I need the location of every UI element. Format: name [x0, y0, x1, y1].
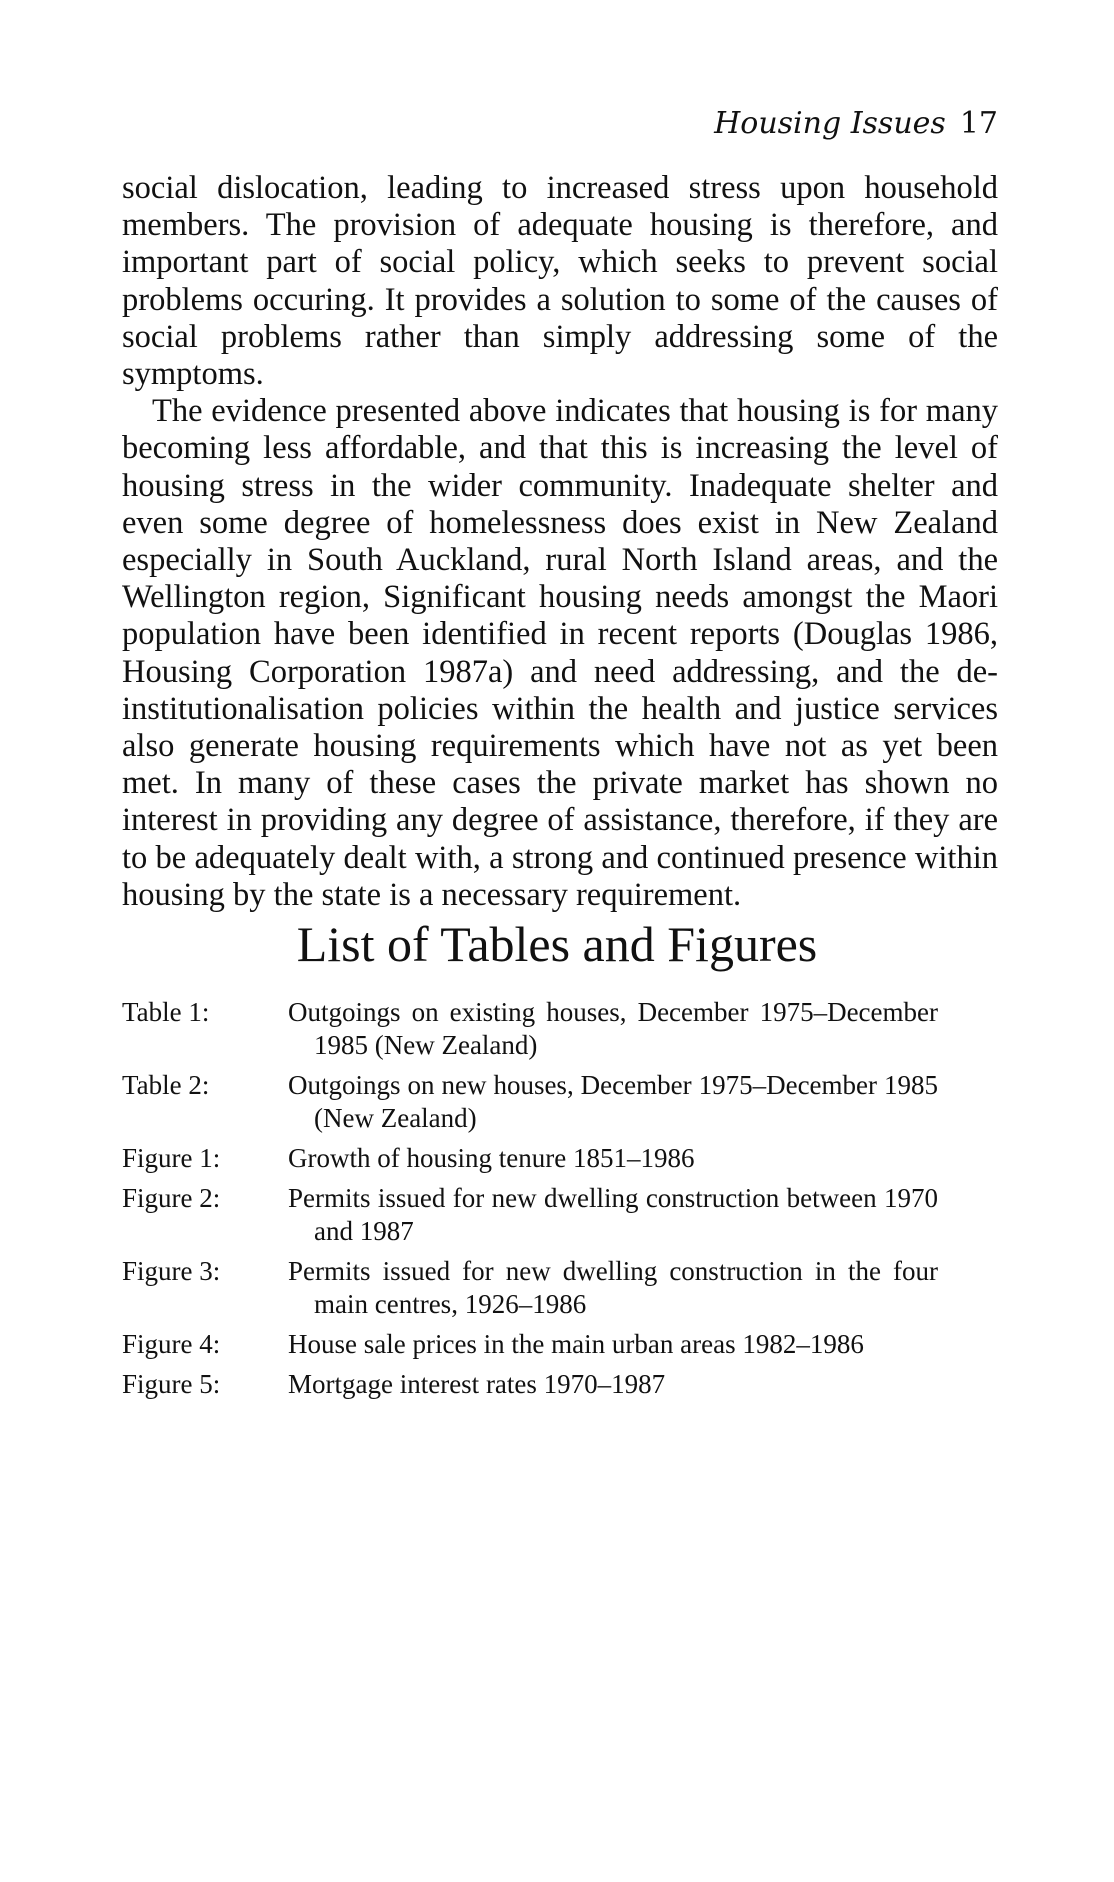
- list-item: [122, 996, 938, 1062]
- running-title: Housing Issues: [714, 106, 946, 141]
- page-number: 17: [959, 106, 998, 141]
- list-item: [122, 1142, 938, 1175]
- list-item: [122, 1328, 938, 1361]
- item-label: Figure 1:: [122, 1143, 221, 1173]
- item-label: Figure 5:: [122, 1369, 221, 1399]
- list-of-tables-and-figures: [122, 996, 938, 1401]
- item-label: Table 1:: [122, 997, 210, 1027]
- item-description: Growth of housing tenure 1851–1986: [288, 1143, 695, 1173]
- paragraph: The evidence presented above indicates that housing is for many becoming less affordable, and that this is increasing the level of housing stress in the wider community. Inadequate shelter and even some degree of homelessness does exist in New Zealand especially in South Auckland, rural North Island areas, and the Wellington region, Significant housing needs amongst the Maori population have been identified in recent reports (Douglas 1986, Housing Corporation 1987a) and need addressing, and the deinstitutionalisation policies within the health and justice services also generate housing requirements which have not as yet been met. In many of these cases the private market has shown no interest in providing any degree of assistance, therefore, if they are to be adequately dealt with, a strong and continued presence within housing by the state is a necessary requirement.: [122, 393, 998, 913]
- paragraph: social dislocation, leading to increased stress upon household members. The provision of adequate housing is therefore, and important part of social policy, which seeks to prevent social problems occuring. It provides a solution to some of the causes of social problems rather than simply addressing some of the symptoms.: [122, 170, 998, 393]
- running-header: [714, 104, 998, 144]
- item-description: Permits issued for new dwelling construction in the four main centres, 1926–1986: [288, 1256, 938, 1319]
- item-description: Outgoings on existing houses, December 1975–December 1985 (New Zealand): [288, 997, 938, 1060]
- section-title: List of Tables and Figures: [296, 916, 818, 972]
- item-label: Figure 3:: [122, 1256, 221, 1286]
- list-item: [122, 1069, 938, 1135]
- item-description: Permits issued for new dwelling construction between 1970 and 1987: [288, 1183, 938, 1246]
- list-item: [122, 1368, 938, 1401]
- item-label: Figure 4:: [122, 1329, 221, 1359]
- list-item: [122, 1182, 938, 1248]
- list-item: [122, 1255, 938, 1321]
- item-label: Table 2:: [122, 1070, 210, 1100]
- item-description: Outgoings on new houses, December 1975–December 1985 (New Zealand): [288, 1070, 938, 1133]
- body-text: [122, 170, 998, 914]
- item-description: Mortgage interest rates 1970–1987: [288, 1369, 666, 1399]
- item-description: House sale prices in the main urban areas 1982–1986: [288, 1329, 864, 1359]
- item-label: Figure 2:: [122, 1183, 221, 1213]
